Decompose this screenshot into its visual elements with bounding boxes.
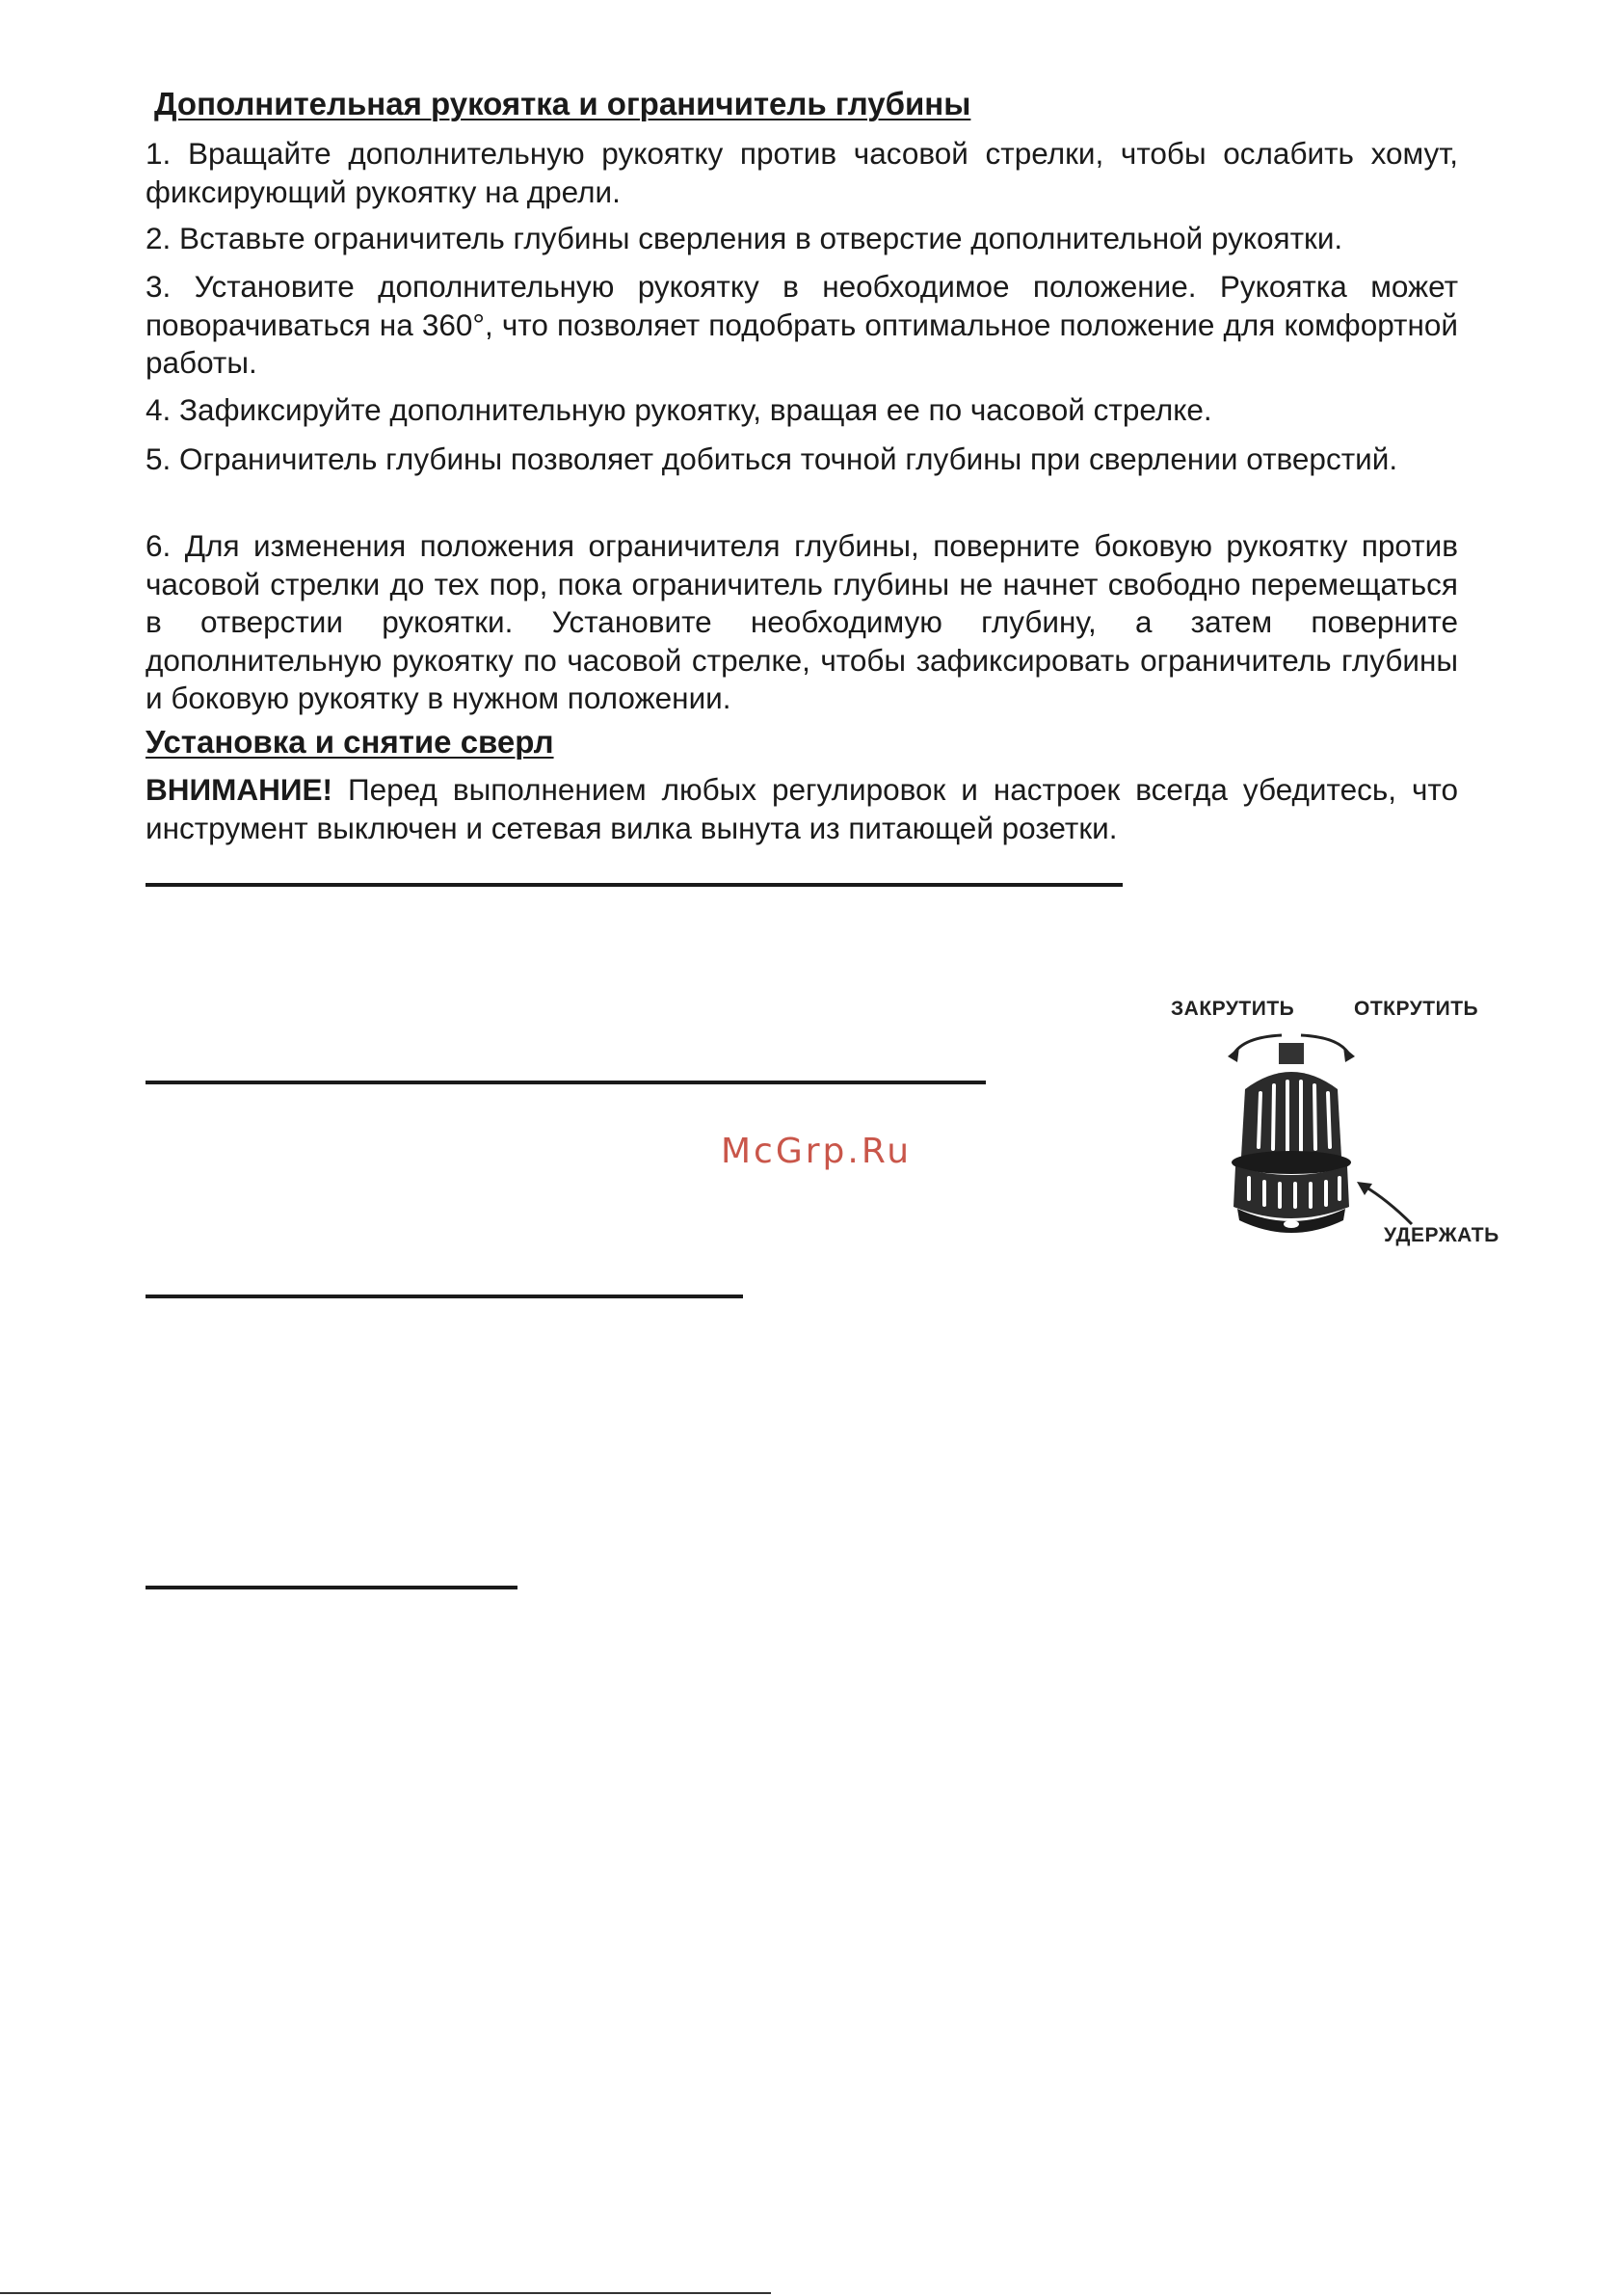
drill-chuck-figure: [1166, 993, 1513, 1263]
loosen-arrow-icon: [1301, 1035, 1349, 1055]
label-tighten: ЗАКРУТИТЬ: [1171, 998, 1295, 1020]
label-hold: УДЕРЖАТЬ: [1384, 1224, 1499, 1246]
step-6: 6. Для изменения положения ограничителя глубины, поверните боковую рукоятку против часовой стрелки до тех пор, пока ограничитель глубины не начнет свободно перемещаться в отверстии рукоятки. Установите необходимую глубину, а затем поверните дополнительную рукоятку по часовой стрелке, чтобы зафиксировать ограничитель глубины и боковую рукоятку в нужном положении.: [146, 528, 1458, 715]
step-3: 3. Установите дополнительную рукоятку в необходимое положение. Рукоятка может поворачиваться на 360°, что позволяет подобрать оптимальное положение для комфортной работы.: [146, 269, 1458, 380]
section-title-side-handle: Дополнительная рукоятка и ограничитель глубины: [154, 86, 971, 121]
step-4: 4. Зафиксируйте дополнительную рукоятку, вращая ее по часовой стрелке.: [146, 392, 1212, 427]
warning-text: Перед выполнением любых регулировок и настроек всегда убедитесь, что инструмент выключен и сетевая вилка вынута из питающей розетки.: [146, 772, 1458, 845]
step-5: 5. Ограничитель глубины позволяет добиться точной глубины при сверлении отверстий.: [146, 441, 1398, 476]
warning-label: ВНИМАНИЕ!: [146, 772, 333, 807]
label-loosen: ОТКРУТИТЬ: [1354, 998, 1479, 1020]
watermark: McGrp.Ru: [721, 1132, 913, 1171]
separator-line: [146, 883, 1123, 887]
hold-arrow-icon: [1364, 1186, 1412, 1224]
footer-line: [0, 2292, 771, 2294]
drill-chuck-illustration: [1166, 993, 1513, 1263]
separator-line: [146, 1586, 517, 1589]
step-2: 2. Вставьте ограничитель глубины сверления в отверстие дополнительной рукоятки.: [146, 221, 1343, 255]
separator-line: [146, 1295, 743, 1298]
warning-paragraph: [146, 771, 1458, 847]
separator-line: [146, 1081, 986, 1084]
step-1: 1. Вращайте дополнительную рукоятку против часовой стрелки, чтобы ослабить хомут, фиксирующий рукоятку на дрели.: [146, 136, 1458, 209]
section-title-drill-bits: Установка и снятие сверл: [146, 724, 554, 760]
tighten-arrow-icon: [1233, 1035, 1282, 1055]
